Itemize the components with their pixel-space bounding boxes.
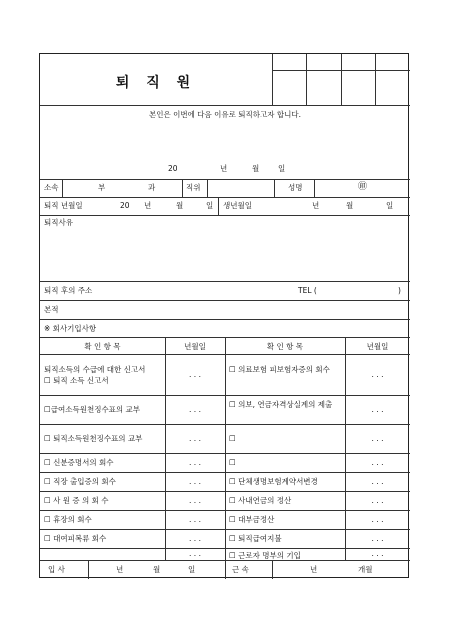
position-label: 직위	[186, 183, 201, 192]
check-date-right[interactable]: . . .	[371, 476, 384, 486]
date-year-label: 년	[220, 164, 228, 173]
domicile-field[interactable]	[70, 301, 408, 318]
dept-field[interactable]	[63, 180, 182, 197]
check-item-left[interactable]: ☐ 직장 출입증의 회수	[44, 477, 116, 486]
resign-month-label: 월	[176, 201, 184, 210]
check-item-left[interactable]: ☐ 퇴직소득원천징수표의 교부	[44, 434, 143, 443]
date-day-label: 일	[278, 164, 286, 173]
check-date-right[interactable]: . . .	[371, 404, 384, 414]
check-header-item-left: 확 인 항 목	[84, 342, 121, 351]
seal-mark: ㊞	[358, 182, 368, 192]
check-item-right[interactable]: ☐ 의료보험 피보험자증의 회수	[229, 364, 330, 374]
check-date-left[interactable]: . . .	[189, 495, 201, 505]
check-item-left[interactable]: 퇴직소득의 수급에 대한 신고서 ☐ 퇴직 소득 신고서	[44, 364, 146, 385]
resign-date-label: 퇴직 년월일	[44, 201, 83, 210]
check-item-right[interactable]: ☐ 대부금정산	[229, 515, 275, 524]
domicile-label: 본적	[44, 305, 59, 314]
tel-close: )	[398, 286, 401, 295]
birth-year-label: 년	[312, 201, 320, 210]
check-header-item-right: 확 인 항 목	[266, 342, 304, 351]
check-date-left[interactable]: . . .	[189, 369, 201, 379]
resign-day-label: 일	[206, 201, 214, 210]
check-date-left[interactable]: . . .	[189, 514, 201, 524]
service-year-label: 년	[310, 565, 318, 574]
check-item-right[interactable]: ☐	[229, 434, 236, 443]
check-item-right[interactable]: ☐	[229, 458, 236, 467]
join-month-label: 월	[153, 565, 161, 574]
resignation-form	[39, 53, 409, 578]
date-month-label: 월	[252, 164, 260, 173]
check-header-date-left: 년월일	[184, 342, 206, 351]
resign-date-field[interactable]	[100, 198, 218, 215]
check-date-right[interactable]: . . .	[371, 433, 384, 443]
dept-section: 과	[148, 183, 156, 192]
service-month-label: 개월	[358, 565, 373, 574]
check-header-date-right: 년월일	[366, 342, 389, 351]
check-item-left[interactable]: ☐ 사 원 증 의 회 수	[44, 496, 109, 505]
check-date-right[interactable]: . . .	[371, 495, 384, 505]
check-item-left[interactable]: ☐ 휴장의 회수	[44, 515, 92, 524]
check-item-right[interactable]: ☐ 단체생명보험계약서변경	[229, 477, 318, 486]
approval-box[interactable]	[272, 54, 410, 105]
statement-text: 본인은 이번에 다음 이유로 퇴직하고자 합니다.	[149, 110, 301, 119]
address-field[interactable]	[110, 282, 290, 299]
check-date-left[interactable]: . . .	[189, 549, 201, 558]
check-item-left[interactable]: ☐급여소득원천징수표의 교부	[44, 405, 141, 414]
check-date-right[interactable]: . . .	[371, 549, 384, 558]
date-year: 20	[168, 164, 178, 173]
tel-field[interactable]	[322, 282, 402, 299]
check-date-right[interactable]: . . .	[371, 457, 384, 467]
check-item-right[interactable]: ☐ 사내연금의 정산	[229, 496, 292, 505]
birth-day-label: 일	[386, 201, 394, 210]
tel-label: TEL (	[298, 286, 317, 295]
resign-year: 20	[120, 201, 130, 210]
form-title: 퇴 직 원	[115, 75, 197, 91]
birth-date-label: 생년월일	[223, 201, 252, 210]
reason-field[interactable]	[41, 230, 409, 280]
check-date-left[interactable]: . . .	[189, 533, 201, 543]
name-label: 성명	[288, 183, 303, 192]
check-date-left[interactable]: . . .	[189, 433, 201, 443]
join-label: 입 사	[48, 565, 65, 574]
join-year-label: 년	[116, 565, 124, 574]
birth-date-field[interactable]	[270, 198, 409, 215]
check-date-left[interactable]: . . .	[189, 404, 201, 414]
check-item-right[interactable]: ☐ 퇴직급여지불	[229, 534, 282, 543]
service-field[interactable]	[273, 561, 409, 578]
position-field[interactable]	[208, 180, 274, 197]
reason-label: 퇴직사유	[44, 218, 73, 227]
company-note: ※ 회사기입사항	[44, 324, 97, 333]
check-date-right[interactable]: . . .	[371, 369, 384, 379]
check-date-left[interactable]: . . .	[189, 457, 201, 467]
dept-label: 소속	[44, 183, 59, 192]
address-label: 퇴직 후의 주소	[44, 286, 93, 295]
check-item-left[interactable]: ☐ 신분증명서의 회수	[44, 458, 114, 467]
check-item-right[interactable]: ☐ 근로자 명부의 기입	[229, 551, 301, 560]
check-date-right[interactable]: . . .	[371, 533, 384, 543]
service-label: 근 속	[232, 565, 249, 574]
resign-year-label: 년	[144, 201, 152, 210]
birth-month-label: 월	[346, 201, 354, 210]
dept-part: 부	[98, 183, 106, 192]
check-date-right[interactable]: . . .	[371, 514, 384, 524]
check-item-left[interactable]: ☐ 대여피복류 회수	[44, 534, 107, 543]
join-day-label: 일	[188, 565, 196, 574]
check-item-right[interactable]: ☐ 의보, 연금자격상실계의 제출	[229, 399, 333, 409]
check-date-left[interactable]: . . .	[189, 476, 201, 486]
join-date-field[interactable]	[89, 561, 225, 578]
